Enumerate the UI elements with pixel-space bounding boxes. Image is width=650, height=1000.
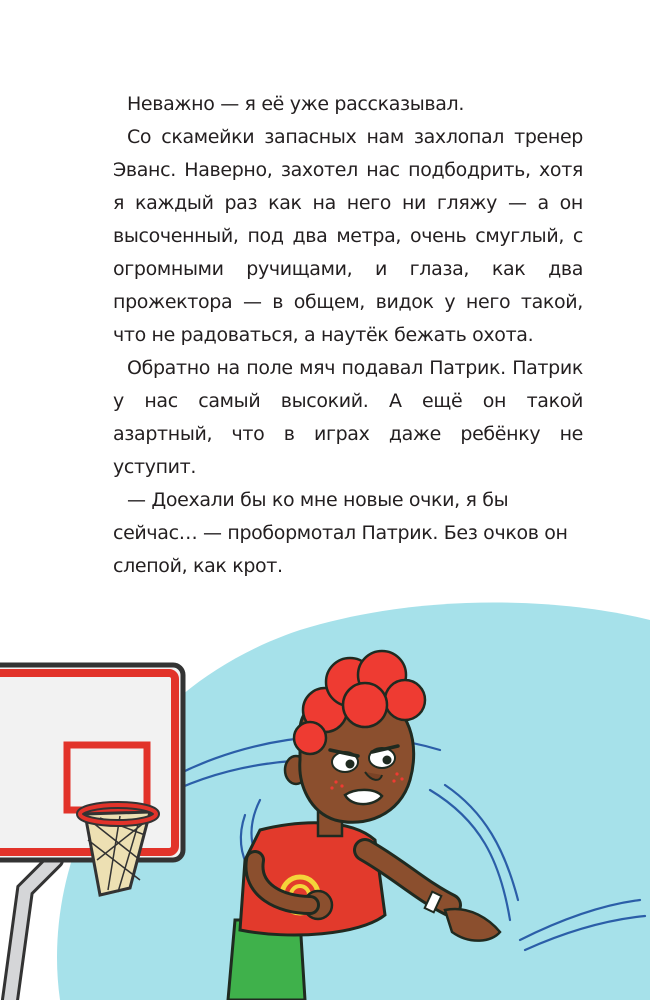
illustration: [0, 560, 650, 1000]
paragraph-4: — Доехали бы ко мне новые очки, я бы сейчас… — пробормотал Патрик. Без очков он слепой, как крот.: [113, 489, 568, 577]
page-text: [113, 88, 583, 583]
paragraph-1: Неважно — я её уже рассказывал.: [127, 93, 465, 115]
paragraph-2: Со скамейки запасных нам захлопал тренер Эванс. Наверно, захотел нас подбодрить, хотя я каждый раз как на него ни гляжу — а он высоченный, под два метра, очень смуглый, с огромными ручищами, и глаза, как два прожектора — в общем, видок у него такой, что не радоваться, а наутёк бежать охота.: [113, 126, 583, 346]
paragraph-3: Обратно на поле мяч подавал Патрик. Патрик у нас самый высокий. А ещё он такой азартный, что в играх даже ребёнку не уступит.: [113, 357, 583, 478]
hoop-pole: [10, 860, 55, 1000]
mouth: [345, 790, 382, 804]
